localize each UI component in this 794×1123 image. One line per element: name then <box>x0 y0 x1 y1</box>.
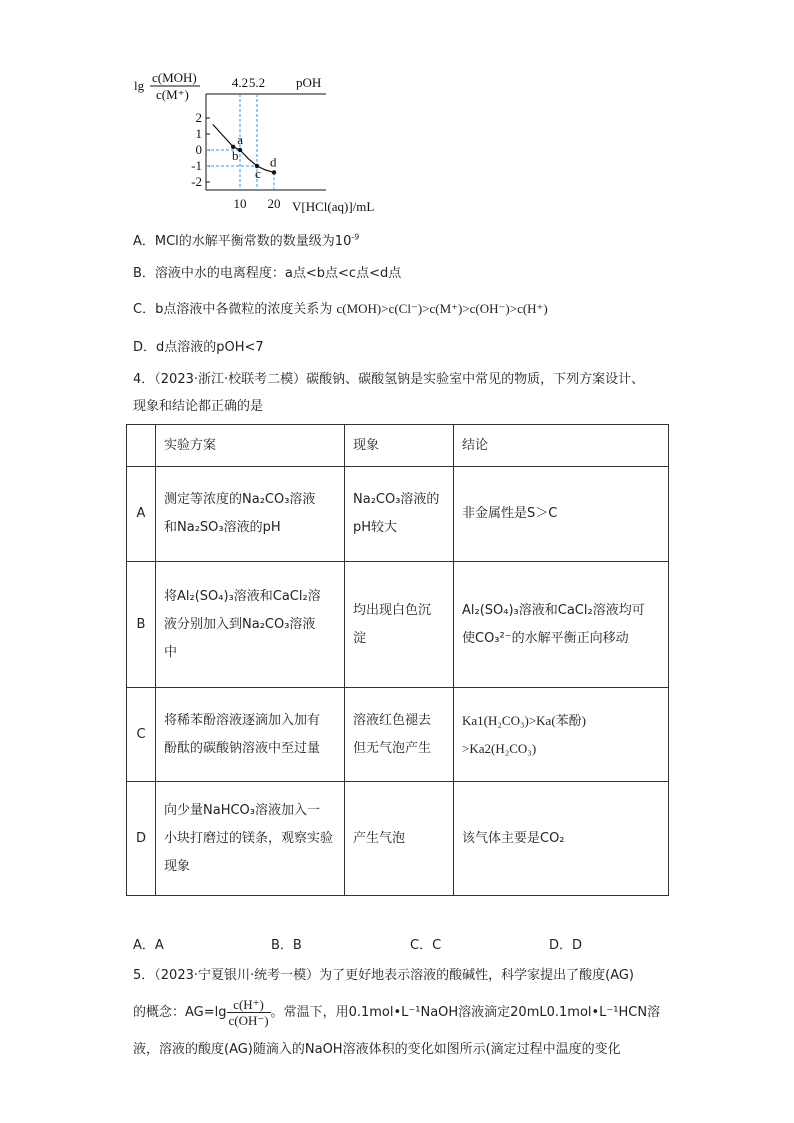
experiment-table <box>126 424 669 896</box>
q3-option-b: B．溶液中水的电离程度：a点<b点<c点<d点 <box>133 266 402 281</box>
q3-option-d: D．d点溶液的pOH<7 <box>133 340 264 355</box>
table-header-phenomenon: 现象 <box>345 425 454 467</box>
row-a-phenomenon <box>345 467 454 562</box>
row-d-phenomenon <box>345 782 454 896</box>
data-point-label: b <box>232 148 239 163</box>
q5-ag-fraction <box>227 997 271 1028</box>
chart-marks <box>191 75 280 211</box>
row-a-plan <box>156 467 345 562</box>
q3-option-a <box>133 233 359 251</box>
table-row <box>127 467 669 562</box>
top-axis-label: pOH <box>296 75 322 90</box>
row-b-plan-line: 中 <box>164 644 178 660</box>
data-point-label: c <box>255 166 261 181</box>
q3-option-c <box>133 300 548 319</box>
q4-stem-line-2: 现象和结论都正确的是 <box>133 399 264 414</box>
row-d-phen-line: 产生气泡 <box>353 830 406 846</box>
data-point-label: d <box>270 154 277 170</box>
top-tick-label: 5.2 <box>248 75 266 90</box>
row-b-concl-line: 使CO₃²⁻的水解平衡正向移动 <box>462 630 629 646</box>
q4-answer-a: A．A <box>133 938 164 953</box>
row-d-plan <box>156 782 345 896</box>
q5-stem-line-3: 液，溶液的酸度(AG)随滴入的NaOH溶液体积的变化如图所示(滴定过程中温度的变化 <box>133 1042 621 1057</box>
row-c-concl-line: Ka1(H₂CO₃)>Ka(苯酚) <box>462 712 586 728</box>
row-a-concl-line: 非金属性是S＞C <box>462 506 558 521</box>
row-c-plan-line: 将稀苯酚溶液逐滴加入加有 <box>164 712 321 728</box>
row-b-phen-line: 淀 <box>353 630 367 646</box>
row-b-phenomenon <box>345 562 454 688</box>
row-d-concl-line: 该气体主要是CO₂ <box>462 830 565 846</box>
row-b-plan-line: 液分别加入到Na₂CO₃溶液 <box>164 616 316 632</box>
row-d-plan-line: 小块打磨过的镁条，观察实验 <box>164 830 334 846</box>
chart-svg <box>130 68 400 218</box>
q4-answer-c: C．C <box>410 938 442 953</box>
row-d-plan-line: 现象 <box>164 858 191 874</box>
y-label-prefix: lg <box>134 78 145 93</box>
row-b-plan-line: 将Al₂(SO₄)₃溶液和CaCl₂溶 <box>164 588 321 604</box>
row-key-a: A <box>127 467 156 562</box>
table-row <box>127 562 669 688</box>
q5-stem-line-2-rest: 。常温下，用0.1mol•L⁻¹NaOH溶液滴定20mL0.1mol•L⁻¹HCN溶 <box>270 1005 661 1020</box>
q3-option-a-exponent: -9 <box>351 232 360 242</box>
row-c-conclusion <box>454 688 669 782</box>
row-d-conclusion <box>454 782 669 896</box>
row-a-conclusion <box>454 467 669 562</box>
row-b-phen-line: 均出现白色沉 <box>353 602 432 618</box>
y-tick-label: 1 <box>195 126 202 141</box>
data-point-label: a <box>237 131 243 147</box>
table-row <box>127 782 669 896</box>
row-b-conclusion <box>454 562 669 688</box>
q5-ag-def: 的概念：AG=lg <box>133 1005 227 1020</box>
q3-option-c-formula: c(MOH)>c(Cl⁻)>c(M⁺)>c(OH⁻)>c(H⁺) <box>336 301 548 316</box>
row-c-phenomenon <box>345 688 454 782</box>
q4-answer-b: B．B <box>271 938 302 953</box>
data-curve <box>213 124 274 172</box>
row-c-plan <box>156 688 345 782</box>
row-key-d: D <box>127 782 156 896</box>
y-tick-label: 2 <box>195 110 202 125</box>
row-key-c: C <box>127 688 156 782</box>
top-tick-label: 4.2 <box>231 75 249 90</box>
y-tick-label: 0 <box>195 142 202 157</box>
q4-answer-d: D．D <box>549 938 583 953</box>
x-axis-label: V[HCl(aq)]/mL <box>292 199 375 214</box>
x-tick-label: 10 <box>233 196 247 211</box>
row-c-concl-line: >Ka2(H₂CO₃) <box>462 740 537 756</box>
row-a-plan-line: 和Na₂SO₃溶液的pH <box>164 520 281 535</box>
q5-fraction-numerator: c(H⁺) <box>227 997 271 1013</box>
table-header-plan: 实验方案 <box>156 425 345 467</box>
row-c-phen-line: 溶液红色褪去 <box>353 712 432 728</box>
row-a-plan-line: 测定等浓度的Na₂CO₃溶液 <box>164 492 316 507</box>
row-a-phen-line: Na₂CO₃溶液的 <box>353 492 440 507</box>
q5-fraction-denominator: c(OH⁻) <box>228 1013 269 1028</box>
q3-option-a-text: A．MCl的水解平衡常数的数量级为10 <box>133 234 352 249</box>
row-b-concl-line: Al₂(SO₄)₃溶液和CaCl₂溶液均可 <box>462 602 645 618</box>
row-b-plan <box>156 562 345 688</box>
table-header-conclusion: 结论 <box>454 425 669 467</box>
q4-stem-line-1: 4．（2023·浙江·校联考二模）碳酸钠、碳酸氢钠是实验室中常见的物质，下列方案设计、 <box>133 372 645 387</box>
row-key-b: B <box>127 562 156 688</box>
y-tick-label: -2 <box>191 174 202 189</box>
table-header-row <box>127 425 669 467</box>
q5-stem-line-2 <box>133 996 660 1030</box>
table-row <box>127 688 669 782</box>
x-tick-label: 20 <box>267 196 281 211</box>
row-a-phen-line: pH较大 <box>353 520 398 535</box>
table-corner-cell <box>127 425 156 467</box>
y-label-denominator: c(M⁺) <box>156 87 189 102</box>
q5-stem-line-1: 5．（2023·宁夏银川·统考一模）为了更好地表示溶液的酸碱性，科学家提出了酸度(AG) <box>133 968 635 983</box>
row-c-phen-line: 但无气泡产生 <box>353 740 432 756</box>
y-label-numerator: c(MOH) <box>152 70 197 85</box>
q3-option-c-text: C．b点溶液中各微粒的浓度关系为 <box>133 302 333 317</box>
row-c-plan-line: 酚酞的碳酸钠溶液中至过量 <box>164 740 321 756</box>
row-d-plan-line: 向少量NaHCO₃溶液加入一 <box>164 802 320 818</box>
titration-chart <box>130 68 400 218</box>
y-tick-label: -1 <box>191 158 202 173</box>
data-point-d <box>272 170 276 174</box>
